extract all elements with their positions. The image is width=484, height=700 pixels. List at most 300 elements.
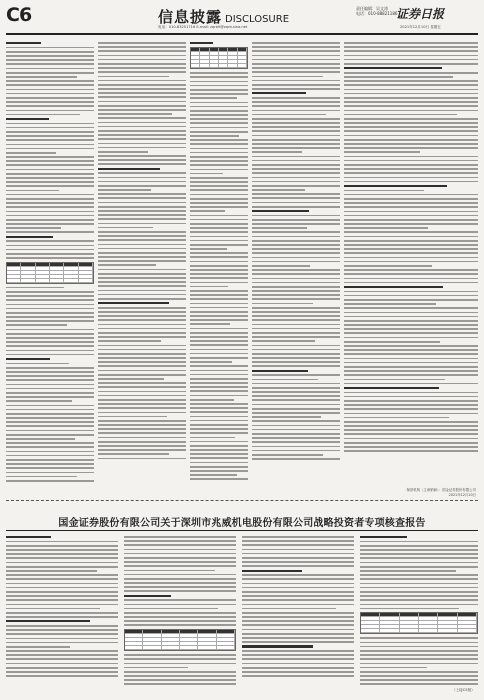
- text-line: [6, 553, 118, 555]
- text-line: [344, 413, 478, 415]
- paragraph-heading: [6, 536, 51, 538]
- table-cell: [219, 64, 228, 68]
- text-line: [242, 561, 354, 563]
- text-line: [252, 252, 340, 254]
- text-line: [242, 633, 354, 635]
- text-line: [360, 667, 427, 669]
- text-line: [124, 536, 236, 538]
- text-line: [6, 299, 94, 301]
- text-line: [124, 620, 236, 622]
- text-line: [98, 395, 186, 397]
- text-line: [344, 450, 478, 452]
- text-line: [98, 46, 186, 48]
- text-line: [252, 67, 340, 69]
- text-column-1: [6, 42, 94, 492]
- text-line: [360, 683, 478, 685]
- text-line: [344, 324, 478, 326]
- text-line: [98, 113, 172, 115]
- table-cell: [64, 279, 78, 283]
- paragraph-heading: [242, 570, 302, 572]
- text-line: [6, 131, 94, 133]
- text-line: [6, 405, 94, 407]
- text-line: [190, 173, 223, 175]
- text-line: [98, 235, 186, 237]
- text-line: [344, 168, 478, 170]
- text-line: [98, 307, 186, 309]
- text-line: [98, 163, 186, 165]
- text-line: [6, 591, 118, 593]
- text-line: [344, 126, 478, 128]
- article-headline: 国金证券股份有限公司关于深圳市兆威机电股份有限公司战略投资者专项核查报告: [58, 518, 426, 529]
- text-line: [190, 215, 248, 217]
- text-line: [344, 353, 478, 355]
- text-line: [190, 445, 248, 447]
- text-line: [98, 76, 169, 78]
- text-line: [344, 392, 478, 394]
- text-line: [6, 587, 118, 589]
- text-line: [190, 97, 237, 99]
- text-line: [360, 679, 478, 681]
- text-line: [344, 358, 478, 360]
- article-signature: 保荐机构（主承销商）：国金证券股份有限公司 2021年12月10日: [406, 488, 476, 497]
- text-line: [190, 323, 230, 325]
- text-line: [344, 349, 478, 351]
- text-line: [190, 114, 248, 116]
- text-line: [6, 333, 94, 335]
- text-line: [252, 391, 340, 393]
- text-line: [98, 206, 186, 208]
- text-line: [6, 354, 94, 356]
- text-line: [6, 337, 94, 339]
- text-line: [6, 194, 94, 196]
- text-line: [98, 285, 186, 287]
- text-line: [6, 295, 94, 297]
- text-line: [98, 269, 186, 271]
- text-line: [344, 257, 478, 259]
- text-line: [344, 105, 478, 107]
- text-line: [190, 198, 248, 200]
- text-line: [252, 84, 340, 86]
- text-line: [252, 282, 340, 284]
- data-table: [190, 47, 248, 69]
- text-line: [190, 382, 248, 384]
- paragraph-heading: [252, 370, 308, 372]
- text-line: [242, 675, 354, 677]
- text-line: [252, 63, 340, 65]
- text-line: [252, 374, 340, 376]
- text-line: [252, 349, 340, 351]
- text-line: [190, 102, 248, 104]
- text-line: [190, 478, 248, 480]
- text-line: [6, 638, 118, 640]
- table-cell: [143, 646, 161, 650]
- text-line: [190, 148, 248, 150]
- text-line: [98, 248, 186, 250]
- text-line: [252, 71, 340, 73]
- text-line: [344, 114, 457, 116]
- text-line: [360, 566, 478, 568]
- text-line: [6, 409, 94, 411]
- text-line: [124, 671, 236, 673]
- text-line: [252, 59, 340, 61]
- text-line: [6, 223, 94, 225]
- text-line: [344, 278, 478, 280]
- text-line: [190, 256, 248, 258]
- table-cell: [79, 279, 93, 283]
- text-line: [344, 211, 478, 213]
- text-line: [6, 392, 94, 394]
- text-line: [124, 667, 188, 669]
- text-line: [98, 193, 186, 195]
- text-line: [344, 219, 478, 221]
- text-line: [6, 633, 118, 635]
- text-line: [6, 480, 94, 482]
- text-line: [6, 211, 94, 213]
- text-line: [190, 311, 248, 313]
- text-line: [98, 67, 186, 69]
- paragraph-heading: [98, 302, 169, 304]
- paragraph-heading: [6, 358, 50, 360]
- text-line: [190, 441, 248, 443]
- text-line: [98, 189, 151, 191]
- text-line: [190, 227, 248, 229]
- text-line: [98, 412, 186, 414]
- text-line: [98, 159, 186, 161]
- text-line: [344, 370, 478, 372]
- text-line: [6, 612, 118, 614]
- text-line: [252, 425, 340, 427]
- text-line: [360, 599, 478, 601]
- text-line: [98, 424, 186, 426]
- text-line: [190, 185, 248, 187]
- text-line: [98, 88, 186, 90]
- text-line: [252, 265, 310, 267]
- text-line: [252, 151, 302, 153]
- text-line: [252, 290, 340, 292]
- table-cell: [36, 279, 50, 283]
- text-line: [242, 595, 354, 597]
- text-line: [6, 185, 94, 187]
- table-cell: [200, 64, 209, 68]
- text-line: [190, 386, 248, 388]
- paragraph-heading: [242, 645, 313, 647]
- text-line: [344, 110, 478, 112]
- text-line: [98, 311, 186, 313]
- text-line: [6, 177, 94, 179]
- text-line: [252, 248, 340, 250]
- text-line: [360, 663, 478, 665]
- text-line: [6, 68, 94, 70]
- text-line: [6, 215, 94, 217]
- text-line: [6, 557, 118, 559]
- text-line: [344, 252, 478, 254]
- text-line: [252, 361, 340, 363]
- text-line: [98, 290, 186, 292]
- text-line: [6, 169, 94, 171]
- text-line: [6, 467, 94, 469]
- text-line: [6, 76, 77, 78]
- text-line: [190, 344, 248, 346]
- text-line: [98, 420, 186, 422]
- text-line: [190, 470, 248, 472]
- text-line: [6, 206, 94, 208]
- text-line: [344, 248, 478, 250]
- text-line: [190, 85, 248, 87]
- text-line: [6, 308, 94, 310]
- text-line: [190, 261, 248, 263]
- text-line: [190, 189, 248, 191]
- text-line: [124, 624, 236, 626]
- text-line: [360, 671, 478, 673]
- text-line: [190, 223, 248, 225]
- text-line: [6, 97, 94, 99]
- text-line: [190, 202, 248, 204]
- text-line: [6, 463, 94, 465]
- text-line: [124, 574, 236, 576]
- text-line: [6, 578, 118, 580]
- text-line: [344, 337, 478, 339]
- text-line: [252, 328, 340, 330]
- text-line: [98, 445, 186, 447]
- text-line: [6, 240, 94, 242]
- section-separator: [6, 500, 478, 501]
- text-line: [252, 365, 340, 367]
- text-line: [6, 642, 118, 644]
- text-line: [124, 675, 236, 677]
- text-line: [190, 307, 248, 309]
- paragraph-heading: [6, 620, 90, 622]
- text-line: [344, 156, 478, 158]
- text-line: [190, 424, 248, 426]
- text-line: [360, 553, 478, 555]
- text-line: [98, 432, 186, 434]
- text-line: [6, 629, 118, 631]
- article-column-4: [360, 536, 478, 686]
- text-line: [252, 46, 340, 48]
- text-column-5: [344, 42, 478, 482]
- text-line: [252, 110, 340, 112]
- text-line: [98, 105, 186, 107]
- text-line: [6, 400, 72, 402]
- text-line: [344, 63, 478, 65]
- text-line: [98, 55, 186, 57]
- table-cell: [419, 629, 438, 633]
- text-line: [98, 96, 186, 98]
- text-line: [98, 453, 169, 455]
- text-line: [6, 287, 64, 289]
- text-line: [344, 50, 478, 52]
- text-line: [98, 155, 186, 157]
- text-line: [344, 139, 478, 141]
- table-cell: [238, 64, 247, 68]
- text-line: [190, 457, 248, 459]
- text-line: [360, 675, 478, 677]
- text-line: [344, 122, 478, 124]
- text-line: [252, 244, 340, 246]
- data-table: [360, 612, 478, 634]
- text-line: [242, 654, 354, 656]
- text-line: [252, 450, 340, 452]
- text-line: [6, 367, 94, 369]
- text-line: [6, 93, 94, 95]
- text-line: [242, 641, 354, 643]
- text-line: [344, 151, 420, 153]
- text-line: [98, 239, 186, 241]
- text-line: [98, 264, 156, 266]
- text-line: [252, 55, 340, 57]
- text-line: [190, 122, 248, 124]
- text-line: [252, 101, 340, 103]
- text-line: [344, 46, 478, 48]
- text-line: [344, 202, 478, 204]
- text-line: [6, 245, 94, 247]
- text-line: [190, 290, 248, 292]
- text-line: [6, 599, 118, 601]
- text-line: [242, 629, 354, 631]
- text-line: [6, 363, 69, 365]
- text-line: [98, 80, 186, 82]
- text-line: [98, 391, 186, 393]
- text-line: [6, 446, 94, 448]
- text-line: [360, 658, 478, 660]
- text-line: [360, 650, 478, 652]
- text-line: [360, 578, 478, 580]
- text-line: [190, 131, 248, 133]
- text-line: [242, 604, 354, 606]
- text-line: [344, 42, 478, 44]
- text-line: [98, 315, 186, 317]
- text-line: [252, 324, 340, 326]
- text-line: [252, 160, 340, 162]
- table-cell: [458, 629, 477, 633]
- text-line: [6, 63, 94, 65]
- text-line: [190, 139, 248, 141]
- text-line: [98, 42, 186, 44]
- text-line: [190, 269, 248, 271]
- text-line: [252, 97, 340, 99]
- text-line: [344, 236, 478, 238]
- text-line: [98, 71, 186, 73]
- text-line: [190, 282, 248, 284]
- text-line: [190, 177, 248, 179]
- text-line: [252, 387, 340, 389]
- text-line: [344, 172, 478, 174]
- text-line: [98, 130, 186, 132]
- text-line: [98, 277, 186, 279]
- text-line: [344, 80, 478, 82]
- text-line: [124, 654, 236, 656]
- text-line: [242, 671, 354, 673]
- text-line: [344, 312, 478, 314]
- text-line: [6, 608, 100, 610]
- text-line: [252, 202, 340, 204]
- table-cell: [400, 629, 419, 633]
- text-line: [242, 574, 354, 576]
- table-cell: [180, 646, 198, 650]
- text-line: [98, 382, 186, 384]
- text-line: [252, 240, 340, 242]
- text-line: [6, 549, 118, 551]
- text-line: [190, 273, 248, 275]
- text-line: [252, 197, 340, 199]
- text-line: [344, 97, 478, 99]
- text-line: [6, 654, 118, 656]
- table-cell: [50, 279, 64, 283]
- text-line: [344, 383, 478, 385]
- text-line: [252, 135, 340, 137]
- text-line: [344, 206, 478, 208]
- text-line: [252, 446, 340, 448]
- text-line: [190, 315, 248, 317]
- text-line: [360, 591, 478, 593]
- text-line: [242, 650, 354, 652]
- paragraph-heading: [6, 118, 49, 120]
- text-line: [252, 105, 340, 107]
- text-line: [252, 223, 340, 225]
- text-line: [242, 553, 354, 555]
- text-line: [190, 449, 248, 451]
- text-line: [190, 332, 248, 334]
- text-line: [344, 164, 478, 166]
- text-line: [242, 591, 354, 593]
- text-line: [98, 218, 186, 220]
- text-line: [344, 76, 453, 78]
- text-line: [190, 462, 248, 464]
- table-cell: [380, 629, 399, 633]
- text-line: [98, 281, 186, 283]
- text-line: [6, 148, 94, 150]
- text-line: [360, 587, 478, 589]
- editor-info: 责任编辑：吴文涛 电话：010-88821186: [356, 6, 398, 16]
- text-line: [190, 416, 248, 418]
- text-line: [124, 616, 236, 618]
- text-line: [6, 384, 94, 386]
- text-column-2: [98, 42, 186, 492]
- text-line: [344, 307, 478, 309]
- text-line: [190, 181, 248, 183]
- text-line: [344, 240, 478, 242]
- article-column-3: [242, 536, 354, 686]
- text-line: [344, 59, 478, 61]
- text-line: [98, 328, 186, 330]
- text-line: [190, 298, 248, 300]
- text-line: [6, 616, 118, 618]
- text-line: [242, 544, 354, 546]
- text-line: [252, 147, 340, 149]
- text-line: [124, 549, 236, 551]
- text-line: [344, 227, 428, 229]
- text-line: [252, 139, 340, 141]
- text-line: [6, 574, 118, 576]
- text-line: [98, 126, 186, 128]
- text-line: [6, 350, 94, 352]
- text-line: [190, 328, 248, 330]
- text-line: [190, 110, 248, 112]
- text-line: [344, 379, 445, 381]
- text-line: [98, 172, 186, 174]
- text-line: [360, 654, 478, 656]
- text-line: [98, 370, 186, 372]
- text-line: [98, 332, 186, 334]
- text-line: [6, 545, 118, 547]
- text-line: [98, 210, 186, 212]
- text-line: [98, 223, 186, 225]
- text-line: [98, 349, 186, 351]
- text-line: [252, 383, 340, 385]
- text-line: [98, 138, 186, 140]
- text-line: [344, 265, 432, 267]
- text-line: [6, 257, 94, 259]
